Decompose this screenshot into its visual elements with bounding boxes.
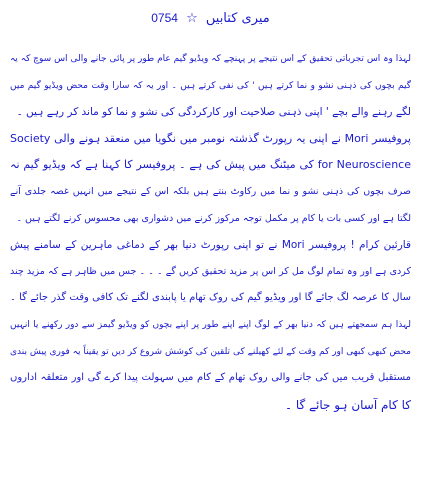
- text-line: for Neuroscience کی میٹنگ میں پیش کی ہے ۔ پروفیسر کا کہنا ہے کہ ویڈیو گیم نہ: [10, 158, 411, 172]
- text-line: پروفیسر Mori نے اپنی یہ رپورٹ گذشتہ نومبر میں نگویا میں منعقد ہونے والی Society: [10, 131, 411, 145]
- text-line: قارئین کرام ! پروفیسر Mori نے تو اپنی رپورٹ دنیا بھر کے دماغی ماہرین کے سامنے پیش: [10, 239, 411, 252]
- body-text: [10, 46, 411, 418]
- text-line: سال کا عرصہ لگ جائے گا اور ویڈیو گیم کی روک تھام یا پابندی لگنے تک کافی وقت گذر جائے گا ۔: [10, 292, 411, 304]
- text-line: صرف بچوں کی ذہنی نشو و نما میں رکاوٹ بنتے ہیں بلکہ اس کے نتیجے میں انہیں غصہ جلدی آنے: [10, 185, 411, 197]
- text-line: گیم بچوں کی ذہنی نشو و نما کرتے ہیں ' کی نفی کرتے ہیں ۔ اور یہ کہ سارا وقت محض ویڈیو گیم میں: [10, 80, 411, 91]
- text-line: لہذا ہم سمجھتے ہیں کہ دنیا بھر کے لوگ اپنے اپنے طور پر اپنے بچوں کو ویڈیو گیمز سے دور رکھنے یا انہیں: [10, 319, 411, 330]
- text-line: کردی ہے اور وہ تمام لوگ مل کر اس پر مزید تحقیق کریں گے ۔ ۔ ۔ جس میں ظاہر ہے کہ مزید چند: [10, 265, 411, 277]
- text-line: مستقبل قریب میں کی جانے والی روک تھام کے کام میں سہولت پیدا کرے گی اور متعلقہ اداروں: [10, 372, 411, 384]
- text-line: لگتا ہے اور کسی بات یا کام پر مکمل توجہ مرکوز کرنے میں دشواری بھی محسوس کرنے لگتے ہیں ۔: [16, 212, 411, 224]
- star-icon: ☆: [186, 11, 198, 26]
- page-number: 0754: [151, 11, 178, 25]
- text-line: کا کام آسان ہو جائے گا ۔: [285, 397, 411, 412]
- page-header: [10, 8, 411, 28]
- header-title: میری کتابیں: [205, 11, 270, 26]
- text-line: محض کبھی کبھی اور کم وقت کے لئے کھیلنے کی تلقین کی کوشش شروع کر دیں تو یقیناً یہ فوری پیش بندی: [10, 346, 411, 357]
- text-line: لگے رہنے والے بچے ' اپنی ذہنی صلاحیت اور کارکردگی کی نشو و نما کو ماند کر رہے ہیں ۔: [16, 106, 411, 119]
- text-line: لہذا وہ اس تجرباتی تحقیق کے اس نتیجے پر پہنچے کہ ویڈیو گیم عام طور پر پائی جانے والی اس سوچ کہ یہ: [10, 54, 411, 64]
